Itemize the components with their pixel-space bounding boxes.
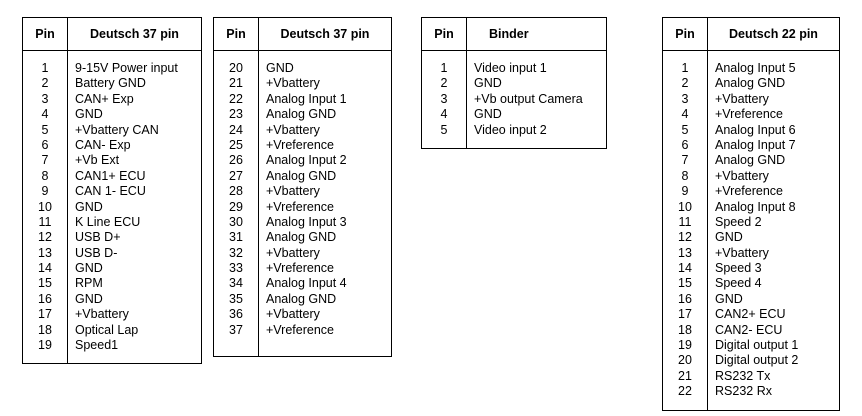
signal-name: GND (75, 199, 103, 214)
pin-number: 5 (41, 122, 49, 137)
pin-number: 15 (678, 276, 692, 291)
pin-number: 7 (41, 153, 49, 168)
pin-number: 1 (440, 61, 448, 75)
signal-name: 9-15V Power input (75, 61, 178, 75)
signal-name: +Vbattery (266, 307, 320, 322)
pin-number: 15 (38, 276, 52, 291)
pin-number: 18 (38, 322, 52, 337)
pin-header: Pin (422, 18, 467, 51)
signal-name: +Vbattery CAN (75, 122, 159, 137)
signal-name: GND (715, 291, 743, 306)
pin-number: 2 (440, 76, 448, 91)
pin-number: 1 (681, 61, 689, 75)
signal-name: Speed1 (75, 338, 119, 353)
signal-name: GND (474, 107, 502, 122)
signal-name: CAN 1- ECU (75, 184, 146, 199)
signal-name: +Vbattery (715, 245, 769, 260)
pin-number: 34 (229, 276, 243, 291)
pin-number: 36 (229, 307, 243, 322)
pin-number: 21 (229, 76, 243, 91)
signal-name: +Vb output Camera (474, 91, 583, 106)
pin-number: 24 (229, 122, 243, 137)
signal-name: Analog Input 2 (266, 153, 347, 168)
pin-number: 28 (229, 184, 243, 199)
signal-name: Analog Input 3 (266, 214, 347, 229)
signal-name: Analog Input 7 (715, 137, 796, 152)
signal-name: Analog GND (266, 168, 337, 183)
signal-name: Optical Lap (75, 322, 139, 337)
pin-number: 30 (229, 214, 243, 229)
pin-number: 9 (681, 184, 689, 199)
signal-name: +Vreference (266, 199, 334, 214)
pin-number: 19 (38, 338, 52, 353)
signal-name: +Vreference (715, 107, 783, 122)
connector-header: Deutsch 37 pin (68, 18, 202, 51)
signal-name: GND (715, 230, 743, 245)
signal-name: Analog GND (715, 76, 786, 91)
pin-number: 13 (678, 245, 692, 260)
pin-number: 20 (229, 61, 243, 75)
pin-number: 35 (229, 291, 243, 306)
signal-name: Battery GND (75, 76, 146, 91)
pin-header: Pin (663, 18, 708, 51)
signal-name: K Line ECU (75, 214, 141, 229)
signal-name: RPM (75, 276, 103, 291)
signal-name: +Vbattery (266, 76, 320, 91)
signal-name: USB D- (75, 245, 118, 260)
signal-name: Analog Input 8 (715, 199, 796, 214)
signal-name: +Vreference (266, 322, 334, 337)
pin-header: Pin (214, 18, 259, 51)
pin-number: 23 (229, 107, 243, 122)
pin-number: 6 (681, 137, 689, 152)
pin-number: 5 (440, 122, 448, 137)
signal-name: Digital output 1 (715, 338, 799, 353)
pin-number-column (214, 51, 259, 357)
deutsch-37-pin-table-part-1 (22, 17, 202, 364)
signal-name: +Vbattery (266, 122, 320, 137)
signal-name: Analog GND (715, 153, 786, 168)
signal-name: CAN2+ ECU (715, 307, 786, 322)
signal-name: Analog Input 4 (266, 276, 347, 291)
pin-number: 22 (678, 384, 692, 399)
signal-name: CAN+ Exp (75, 91, 134, 106)
pin-number: 14 (678, 261, 692, 276)
signal-name: Digital output 2 (715, 353, 799, 368)
pin-number: 13 (38, 245, 52, 260)
pin-number: 19 (678, 338, 692, 353)
signal-name: Speed 2 (715, 214, 762, 229)
pin-number: 11 (38, 214, 52, 229)
pin-number: 3 (681, 91, 689, 106)
signal-name: +Vb Ext (75, 153, 120, 168)
signal-name: Analog GND (266, 107, 337, 122)
pin-number: 3 (41, 91, 49, 106)
signal-name: +Vbattery (715, 168, 769, 183)
pin-number: 4 (681, 107, 689, 122)
pin-number: 5 (681, 122, 689, 137)
pin-number: 17 (678, 307, 692, 322)
pin-number: 18 (678, 322, 692, 337)
pin-number: 1 (41, 61, 49, 75)
pin-number: 4 (440, 107, 448, 122)
pin-number: 33 (229, 261, 243, 276)
signal-name: Video input 1 (474, 61, 547, 75)
signal-name: +Vbattery (266, 245, 320, 260)
signal-name: CAN2- ECU (715, 322, 783, 337)
pin-number: 22 (229, 91, 243, 106)
signal-name: RS232 Tx (715, 368, 771, 383)
signal-name: +Vreference (266, 137, 334, 152)
pin-number: 26 (229, 153, 243, 168)
pin-number: 25 (229, 137, 243, 152)
signal-name: Analog Input 1 (266, 91, 347, 106)
pin-number: 9 (41, 184, 49, 199)
pin-number: 3 (440, 91, 448, 106)
signal-name-column (68, 51, 202, 364)
pin-number: 14 (38, 261, 52, 276)
signal-name: Analog GND (266, 291, 337, 306)
signal-name: GND (75, 107, 103, 122)
pin-number: 29 (229, 199, 243, 214)
signal-name: Video input 2 (474, 122, 547, 137)
pin-number: 16 (38, 291, 52, 306)
pin-number: 16 (678, 291, 692, 306)
pin-number: 37 (229, 322, 243, 337)
pin-number-column (422, 51, 467, 149)
pin-number: 27 (229, 168, 243, 183)
pin-number: 10 (38, 199, 52, 214)
signal-name: +Vbattery (266, 184, 320, 199)
signal-name: GND (474, 76, 502, 91)
pin-number: 12 (678, 230, 692, 245)
signal-name: Speed 4 (715, 276, 762, 291)
signal-name: USB D+ (75, 230, 121, 245)
pin-number: 20 (678, 353, 692, 368)
pin-number: 12 (38, 230, 52, 245)
pin-number: 6 (41, 137, 49, 152)
signal-name: GND (266, 61, 294, 75)
signal-name: GND (75, 261, 103, 276)
signal-name: Speed 3 (715, 261, 762, 276)
signal-name: CAN1+ ECU (75, 168, 146, 183)
pin-number-column (23, 51, 68, 364)
signal-name: GND (75, 291, 103, 306)
pin-number: 2 (681, 76, 689, 91)
signal-name-column (708, 51, 840, 411)
signal-name-column (259, 51, 392, 357)
signal-name: +Vbattery (75, 307, 129, 322)
pin-number: 4 (41, 107, 49, 122)
pin-number: 31 (229, 230, 243, 245)
pin-number: 10 (678, 199, 692, 214)
signal-name: +Vreference (266, 261, 334, 276)
pin-number: 17 (38, 307, 52, 322)
signal-name: +Vreference (715, 184, 783, 199)
signal-name: Analog Input 5 (715, 61, 796, 75)
pin-number: 11 (678, 214, 692, 229)
connector-header: Binder (467, 18, 607, 51)
pin-header: Pin (23, 18, 68, 51)
deutsch-37-pin-table-part-2 (213, 17, 392, 357)
pin-number: 7 (681, 153, 689, 168)
pin-number: 2 (41, 76, 49, 91)
pin-number: 8 (681, 168, 689, 183)
pin-number: 8 (41, 168, 49, 183)
pin-number: 32 (229, 245, 243, 260)
connector-header: Deutsch 22 pin (708, 18, 840, 51)
signal-name-column (467, 51, 607, 149)
signal-name: +Vbattery (715, 91, 769, 106)
connector-header: Deutsch 37 pin (259, 18, 392, 51)
signal-name: CAN- Exp (75, 137, 131, 152)
pin-number-column (663, 51, 708, 411)
deutsch-22-pin-table (662, 17, 840, 411)
pin-number: 21 (678, 368, 692, 383)
signal-name: RS232 Rx (715, 384, 772, 399)
signal-name: Analog GND (266, 230, 337, 245)
binder-table (421, 17, 607, 149)
signal-name: Analog Input 6 (715, 122, 796, 137)
